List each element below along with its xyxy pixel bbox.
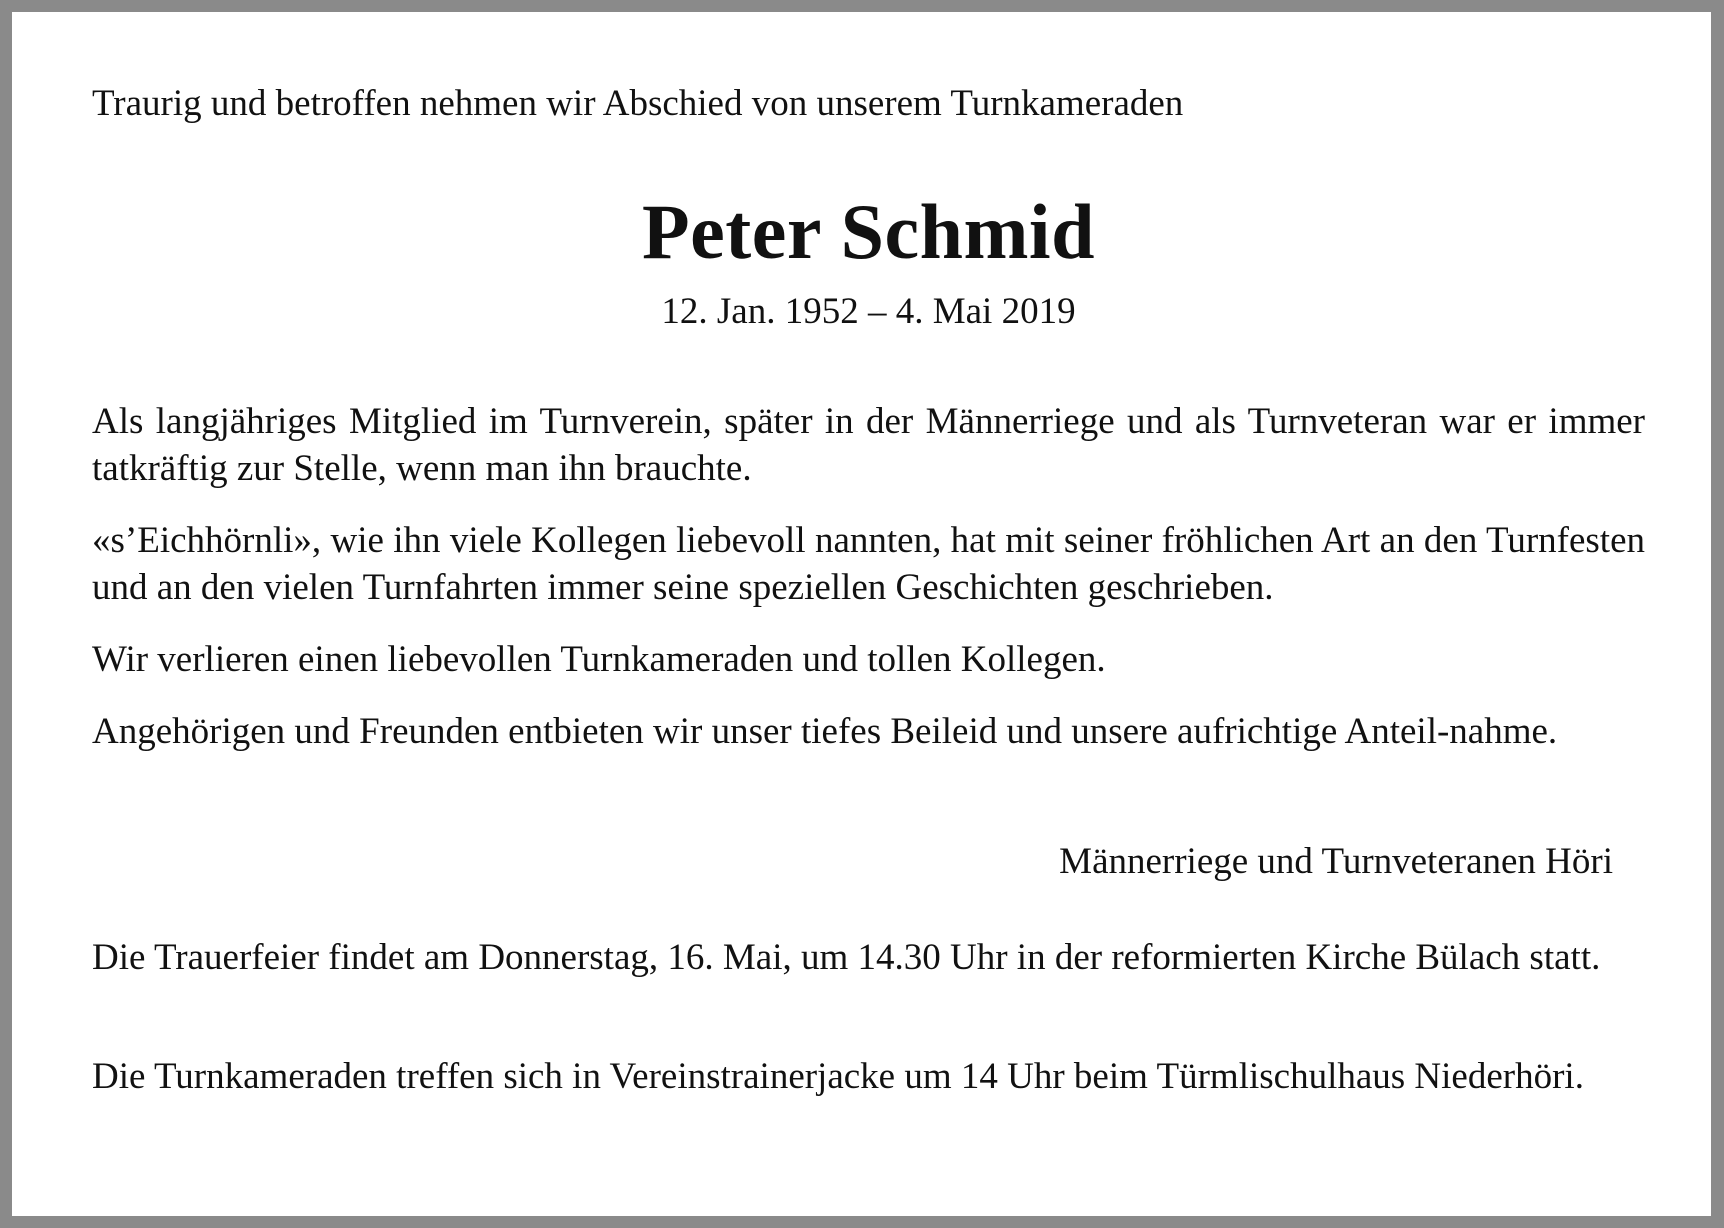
life-dates: 12. Jan. 1952 – 4. Mai 2019 bbox=[661, 291, 1076, 332]
signature: Männerriege und Turnveteranen Höri bbox=[1059, 841, 1613, 882]
deceased-name: Peter Schmid bbox=[642, 188, 1095, 275]
paragraph-nickname: «s’Eichhörnli», wie ihn viele Kollegen liebevoll nannten, hat mit seiner fröhlichen Art an den Turnfesten und an den vielen Turnfahrten immer seine speziellen Geschichten geschrieben. bbox=[92, 520, 1645, 608]
paragraph-loss: Wir verlieren einen liebevollen Turnkameraden und tollen Kollegen. bbox=[92, 639, 1106, 680]
paragraph-ceremony: Die Trauerfeier findet am Donnerstag, 16. Mai, um 14.30 Uhr in der reformierten Kirche Bülach statt. bbox=[92, 937, 1601, 978]
paragraph-meeting: Die Turnkameraden treffen sich in Vereinstrainerjacke um 14 Uhr beim Türmlischulhaus Niederhöri. bbox=[92, 1056, 1584, 1097]
paragraph-membership: Als langjähriges Mitglied im Turnverein, später in der Männerriege und als Turnveteran war er immer tatkräftig zur Stelle, wenn man ihn brauchte. bbox=[92, 401, 1645, 489]
intro-line: Traurig und betroffen nehmen wir Abschied von unserem Turnkameraden bbox=[92, 83, 1184, 124]
paragraph-condolence: Angehörigen und Freunden entbieten wir unser tiefes Beileid und unsere aufrichtige Anteil-nahme. bbox=[92, 711, 1558, 752]
obituary-page bbox=[12, 12, 1711, 1216]
